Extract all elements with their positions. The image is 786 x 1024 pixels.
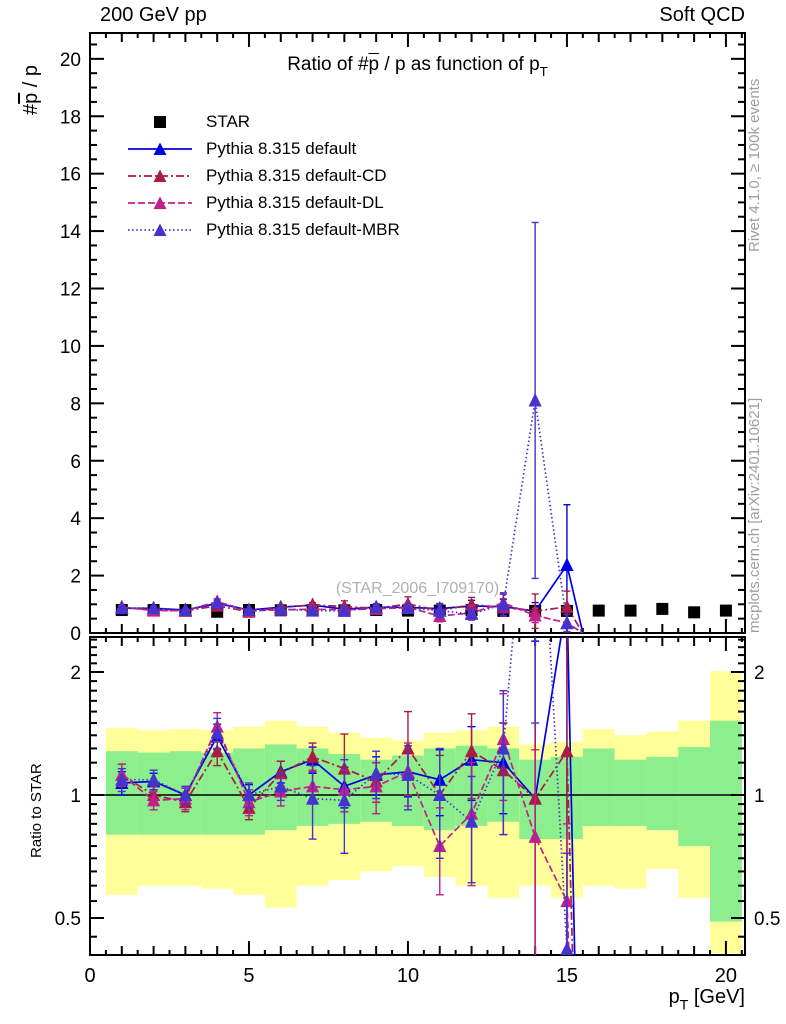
svg-text:4: 4 [70, 509, 81, 531]
process-group-label: Soft QCD [659, 4, 745, 26]
legend-item-default [126, 135, 400, 162]
svg-text:10: 10 [59, 336, 81, 358]
legend-label: Pythia 8.315 default-MBR [206, 219, 400, 239]
svg-text:6: 6 [70, 451, 81, 473]
plot-title: Ratio of $\#\overline{p}$ / p as function of $p_T$ [287, 54, 548, 79]
legend-marker-cd [126, 168, 194, 184]
rivet-version-label: Rivet 4.1.0, ≥ 100k events [746, 78, 763, 252]
svg-text:20: 20 [59, 49, 81, 71]
svg-text:12: 12 [59, 279, 81, 301]
legend-item-mbr [126, 216, 400, 243]
legend-item-cd [126, 162, 400, 189]
legend-label: Pythia 8.315 default-DL [206, 192, 384, 212]
legend-item-star [126, 108, 400, 135]
svg-text:8: 8 [70, 394, 81, 416]
x-axis-title: $p_T$ [GeV] [668, 986, 745, 1013]
legend-label: Pythia 8.315 default-CD [206, 165, 387, 185]
svg-text:0.5: 0.5 [54, 909, 81, 930]
analysis-id-watermark: (STAR_2006_I709170) [335, 580, 500, 597]
svg-text:5: 5 [243, 965, 255, 987]
svg-text:16: 16 [59, 164, 81, 186]
legend-item-dl [126, 189, 400, 216]
svg-text:1: 1 [70, 786, 81, 807]
svg-text:2: 2 [70, 566, 81, 588]
svg-text:20: 20 [714, 965, 738, 987]
legend-label: Pythia 8.315 default [206, 138, 357, 158]
svg-text:1: 1 [754, 786, 765, 807]
svg-text:10: 10 [396, 965, 420, 987]
ratio-y-axis-label: Ratio to STAR [28, 763, 45, 858]
legend-marker-mbr [126, 222, 194, 238]
svg-text:14: 14 [59, 222, 81, 244]
svg-text:2: 2 [754, 663, 765, 684]
legend-marker-star [126, 114, 194, 130]
legend [126, 108, 400, 243]
svg-text:2: 2 [70, 663, 81, 684]
legend-marker-default [126, 141, 194, 157]
svg-text:0: 0 [84, 965, 96, 987]
svg-text:0.5: 0.5 [754, 909, 781, 930]
series-MBR-main [115, 219, 583, 633]
svg-text:0: 0 [70, 624, 81, 645]
legend-marker-dl [126, 195, 194, 211]
svg-text:15: 15 [555, 965, 579, 987]
mcplots-credit-label: mcplots.cern.ch [arXiv:2401.10621] [746, 397, 763, 633]
svg-text:18: 18 [59, 107, 81, 129]
beam-energy-label: 200 GeV pp [100, 4, 207, 26]
legend-label: STAR [206, 111, 251, 131]
main-y-axis-label: $\#\overline{p}$ / p [20, 64, 42, 115]
